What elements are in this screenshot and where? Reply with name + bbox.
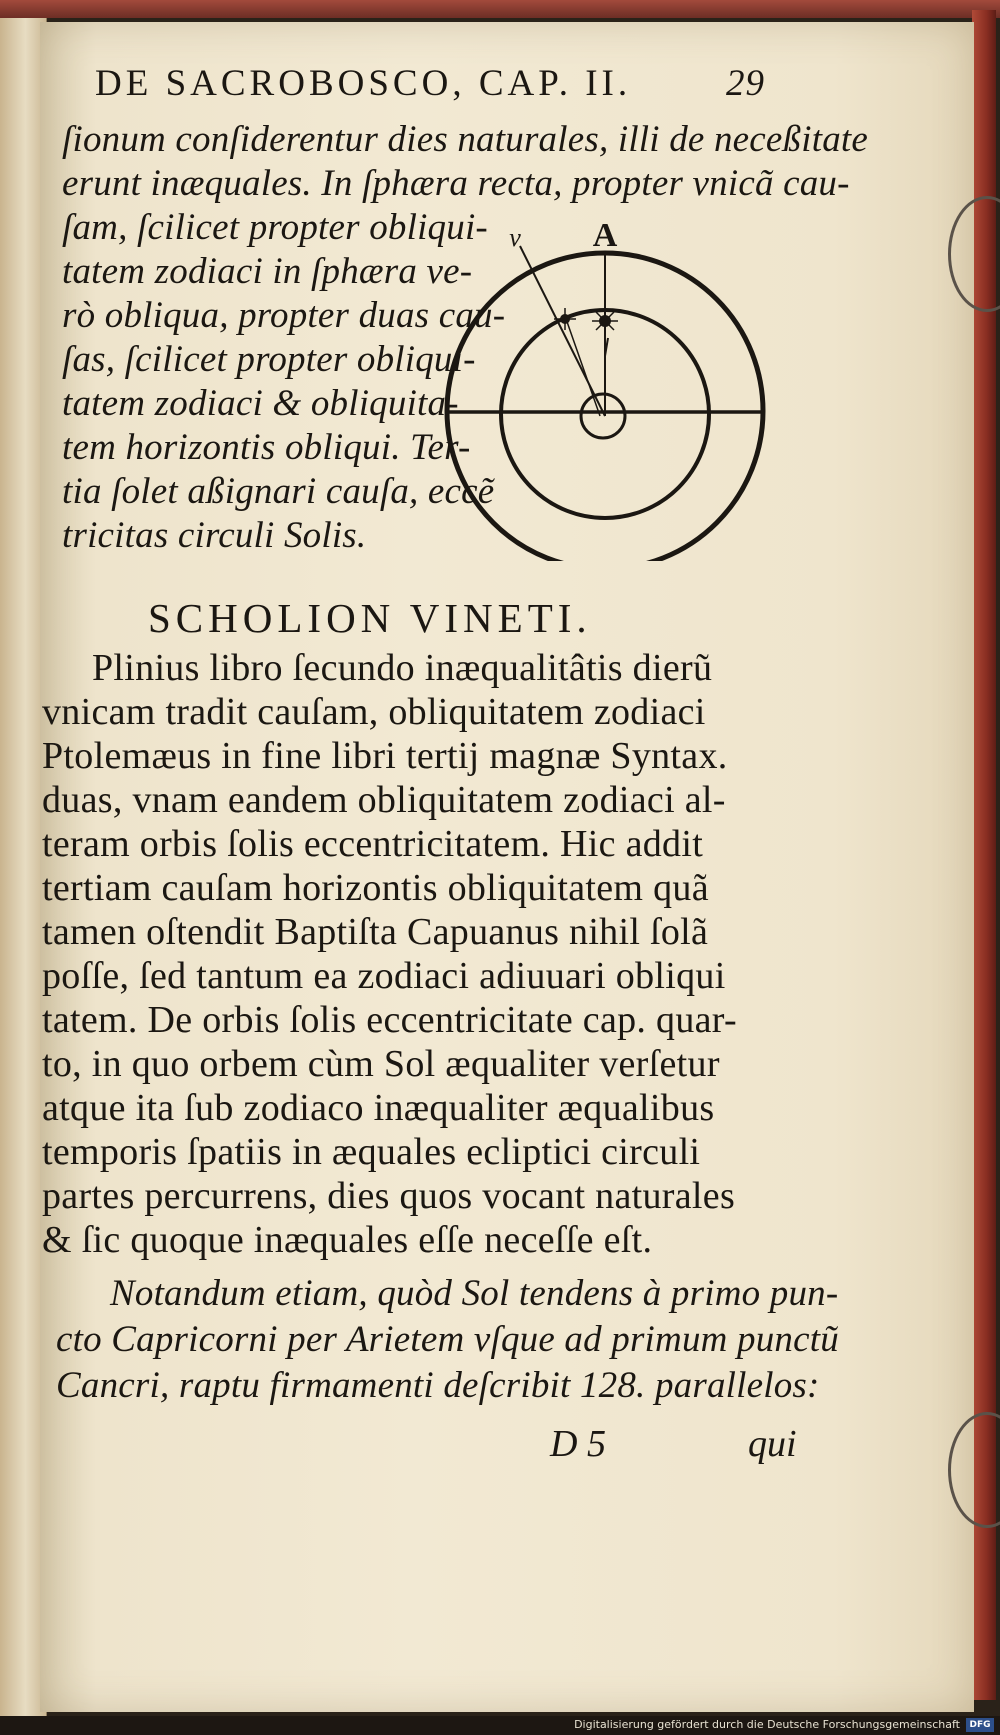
text-line: Cancri, raptu firmamenti deſcribit 128. parallelos: [56, 1365, 820, 1406]
text-line: erunt inæquales. In ſphæra recta, propter vnicã cau- [62, 163, 850, 204]
text-line: to, in quo orbem cùm Sol æqualiter verſetur [42, 1043, 720, 1085]
catchword: qui [748, 1423, 797, 1465]
diagram-figure [440, 216, 770, 561]
running-title: DE SACROBOSCO, CAP. II. [95, 63, 632, 104]
text-line: Ptolemæus in fine libri tertij magnæ Syntax. [42, 735, 728, 777]
footer-credit: Digitalisierung gefördert durch die Deutsche Forschungsgemeinschaft [574, 1718, 960, 1731]
text-line: poſſe, ſed tantum ea zodiaci adiuuari obliqui [42, 955, 726, 997]
page-number: 29 [726, 63, 765, 104]
text-line: tricitas circuli Solis. [62, 515, 367, 556]
text-line: partes percurrens, dies quos vocant naturales [42, 1175, 736, 1217]
text-line: tamen oſtendit Baptiſta Capuanus nihil ſolã [42, 911, 709, 953]
text-line: tia ſolet aßignari cauſa, eccẽ [62, 471, 495, 512]
dfg-logo: DFG [966, 1718, 994, 1732]
text-line: teram orbis ſolis eccentricitatem. Hic addit [42, 823, 704, 865]
text-line: tatem. De orbis ſolis eccentricitate cap. quar- [42, 999, 737, 1041]
text-line: ſas, ſcilicet propter obliqui- [62, 339, 476, 380]
text-line: temporis ſpatiis in æquales ecliptici circuli [42, 1131, 701, 1173]
scholion-heading: SCHOLION VINETI. [148, 595, 592, 641]
text-line: & ſic quoque inæquales eſſe neceſſe eſt. [42, 1219, 653, 1261]
diagram-label-b: v [509, 223, 521, 252]
signature-mark: D 5 [550, 1423, 606, 1465]
solar-circle-diagram [440, 216, 770, 561]
text-line: rò obliqua, propter duas cau- [62, 295, 506, 336]
text-line: duas, vnam eandem obliquitatem zodiaci al- [42, 779, 726, 821]
text-line: Plinius libro ſecundo inæqualitâtis dierũ [92, 647, 713, 689]
text-line: tertiam cauſam horizontis obliquitatem quã [42, 867, 709, 909]
text-line: tem horizontis obliqui. Ter- [62, 427, 471, 468]
text-line: tatem zodiaci & obliquita- [62, 383, 459, 424]
diagram-label-a: A [592, 217, 618, 254]
text-line: ſionum conſiderentur dies naturales, illi de neceßitate [62, 119, 869, 160]
text-line: Notandum etiam, quòd Sol tendens à primo pun- [110, 1273, 839, 1314]
book-top-edge [0, 0, 1000, 18]
text-line: ſam, ſcilicet propter obliqui- [62, 207, 488, 248]
text-line: atque ita ſub zodiaco inæqualiter æqualibus [42, 1087, 715, 1129]
text-line: tatem zodiaci in ſphæra ve- [62, 251, 473, 292]
text-line: cto Capricorni per Arietem vſque ad primum punctũ [56, 1319, 839, 1360]
digitization-footer [0, 1716, 1000, 1735]
text-line: vnicam tradit cauſam, obliquitatem zodiaci [42, 691, 706, 733]
running-head [95, 62, 765, 112]
